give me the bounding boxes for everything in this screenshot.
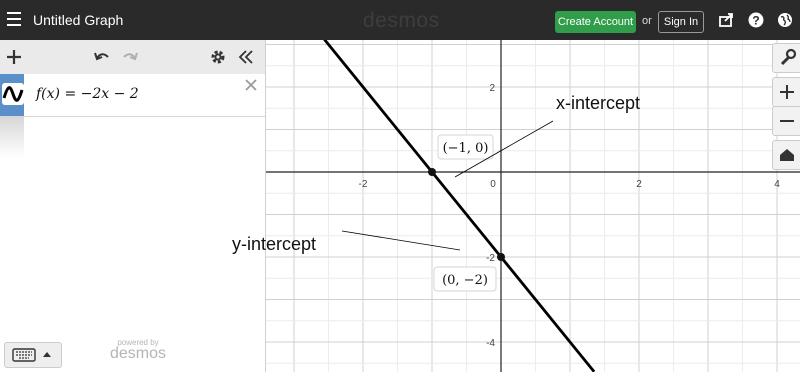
plus-icon bbox=[773, 78, 800, 106]
keyboard-toggle-button[interactable] bbox=[4, 342, 62, 368]
default-viewport-button[interactable] bbox=[772, 140, 800, 170]
y-tick-label: 2 bbox=[489, 83, 495, 94]
desmos-logo: desmos bbox=[363, 9, 440, 32]
create-account-button[interactable]: Create Account bbox=[555, 11, 636, 33]
graph-grid bbox=[266, 40, 800, 372]
sign-in-button[interactable]: Sign In bbox=[658, 11, 704, 33]
expression-tab[interactable] bbox=[0, 74, 24, 116]
x-tick-label: 0 bbox=[490, 179, 496, 190]
top-bar bbox=[0, 0, 800, 40]
expression-input[interactable]: f(x) = −2x − 2 bbox=[36, 86, 139, 102]
graph-title[interactable]: Untitled Graph bbox=[33, 12, 124, 28]
y-intercept-annotation: y-intercept bbox=[232, 234, 317, 254]
y-tick-label: -4 bbox=[486, 338, 495, 349]
home-icon bbox=[773, 141, 800, 169]
zoom-in-button[interactable] bbox=[772, 77, 800, 107]
x-tick-label: 2 bbox=[636, 179, 642, 190]
redo-icon[interactable] bbox=[121, 48, 139, 66]
globe-icon[interactable] bbox=[777, 12, 793, 28]
x-tick-label: 4 bbox=[774, 179, 780, 190]
x-tick-labels bbox=[359, 179, 781, 190]
x-intercept-coordinates: (−1, 0) bbox=[442, 141, 489, 156]
y-intercept-coordinates: (0, −2) bbox=[442, 273, 488, 288]
x-tick-label: -2 bbox=[358, 179, 368, 190]
zoom-out-button[interactable] bbox=[772, 106, 800, 136]
graph-settings-button[interactable] bbox=[772, 43, 800, 73]
point-label-x-intercept bbox=[438, 135, 493, 159]
collapse-panel-icon[interactable] bbox=[237, 48, 255, 66]
svg-text:?: ? bbox=[752, 13, 760, 28]
y-intercept-point[interactable] bbox=[497, 253, 505, 261]
powered-by-brand: desmos bbox=[109, 345, 167, 362]
or-label: or bbox=[642, 15, 652, 27]
x-intercept-point[interactable] bbox=[428, 168, 436, 176]
new-expression-tab[interactable] bbox=[0, 116, 24, 158]
y-intercept-pointer bbox=[342, 231, 460, 250]
x-intercept-annotation: x-intercept bbox=[556, 93, 641, 113]
settings-gear-icon[interactable] bbox=[209, 48, 227, 66]
share-icon[interactable] bbox=[718, 12, 734, 28]
powered-by-label: powered by bbox=[117, 338, 159, 347]
point-label-y-intercept bbox=[434, 267, 496, 291]
expression-toolbar bbox=[0, 40, 265, 75]
minus-icon bbox=[773, 107, 800, 135]
powered-by-desmos bbox=[103, 338, 173, 363]
y-tick-label: -2 bbox=[486, 253, 495, 264]
graph-style-icon[interactable] bbox=[2, 83, 24, 105]
wrench-icon bbox=[773, 44, 800, 72]
delete-expression-icon[interactable] bbox=[244, 78, 258, 92]
y-tick-labels bbox=[486, 83, 495, 349]
undo-icon[interactable] bbox=[93, 48, 111, 66]
graph-canvas[interactable] bbox=[266, 40, 800, 372]
add-item-icon[interactable] bbox=[5, 48, 23, 66]
function-line[interactable] bbox=[324, 40, 594, 372]
expression-row[interactable] bbox=[0, 74, 265, 117]
expression-panel bbox=[0, 40, 266, 372]
keyboard-icon bbox=[5, 343, 61, 367]
help-icon[interactable] bbox=[748, 12, 764, 28]
hamburger-menu-icon[interactable] bbox=[7, 12, 21, 28]
axes bbox=[266, 40, 800, 372]
